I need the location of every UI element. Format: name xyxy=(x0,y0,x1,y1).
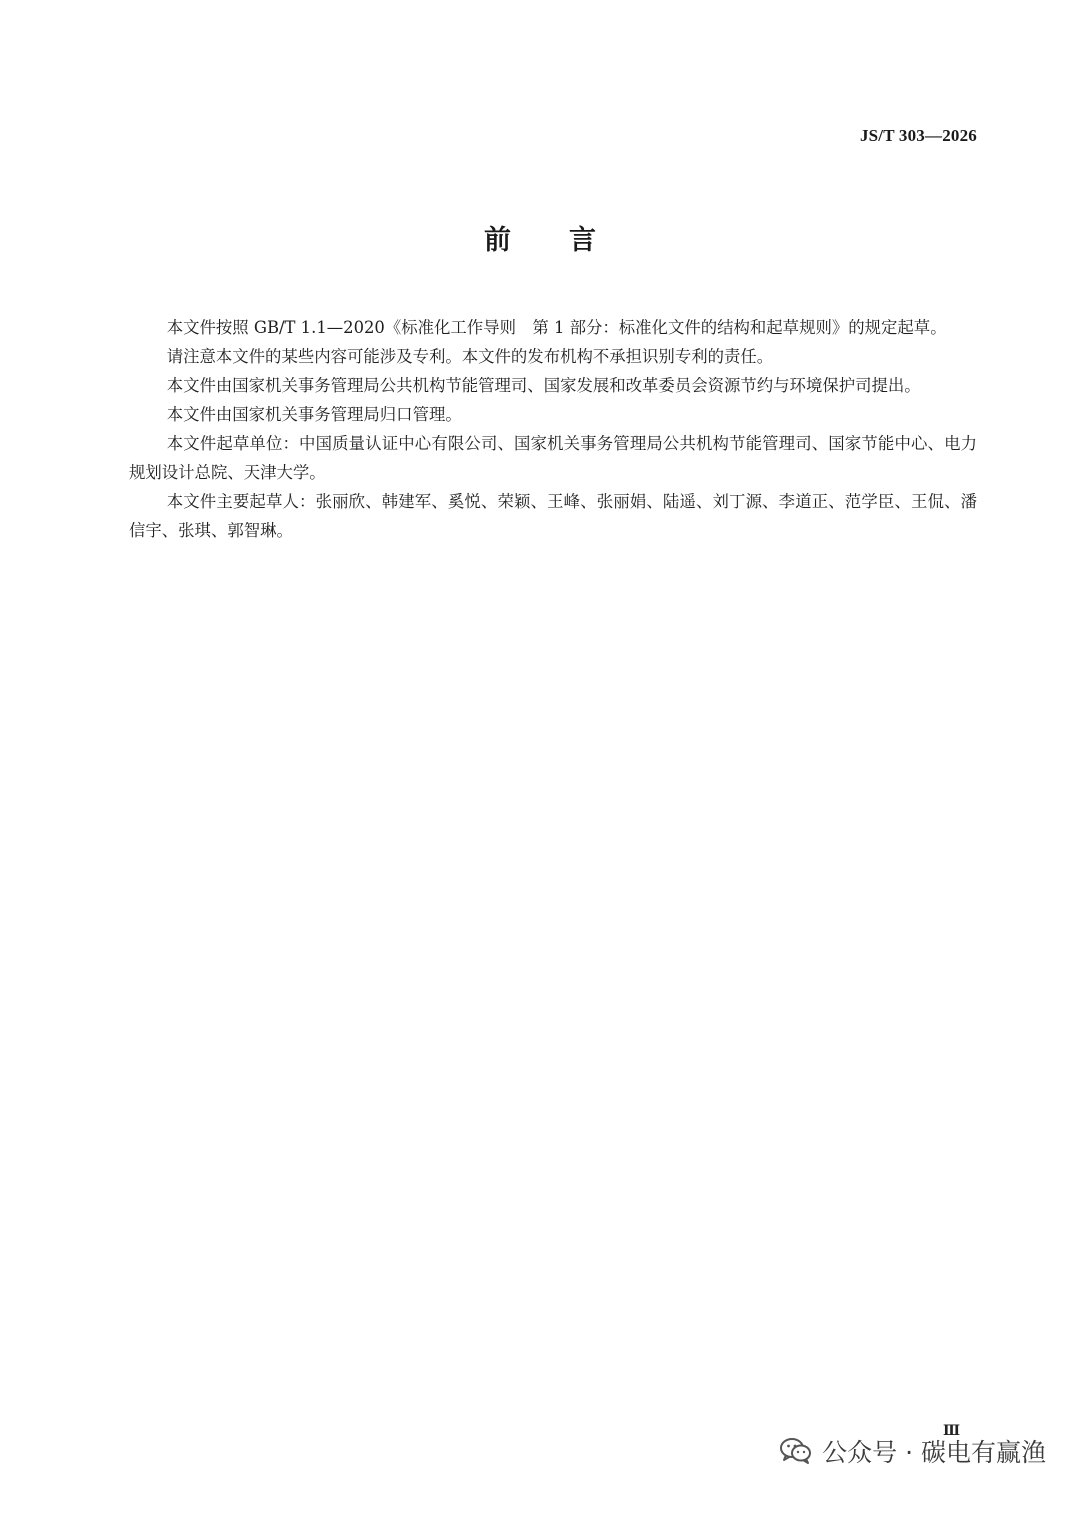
paragraph-drafting-units: 本文件起草单位：中国质量认证中心有限公司、国家机关事务管理局公共机构节能管理司、国家节能中心、电力规划设计总院、天津大学。 xyxy=(129,434,977,482)
title-char-1: 前 xyxy=(484,225,511,256)
watermark xyxy=(780,1433,1046,1469)
paragraph-drafters: 本文件主要起草人：张丽欣、韩建军、奚悦、荣颖、王峰、张丽娟、陆遥、刘丁源、李道正、范学臣、王侃、潘信宇、张琪、郭智琳。 xyxy=(129,492,977,540)
paragraph-proposer: 本文件由国家机关事务管理局公共机构节能管理司、国家发展和改革委员会资源节约与环境保护司提出。 xyxy=(166,376,921,395)
watermark-text: 公众号 · 碳电有赢渔 xyxy=(822,1438,1046,1467)
wechat-icon xyxy=(780,1437,812,1465)
paragraph-drafting-rule: 本文件按照 GB/T 1.1—2020《标准化工作导则 第 1 部分：标准化文件的结构和起草规则》的规定起草。 xyxy=(166,318,947,337)
page-title xyxy=(0,218,1080,257)
standard-code: JS/T 303—2026 xyxy=(859,126,977,145)
title-char-2: 言 xyxy=(569,225,596,256)
page-number: Ⅲ xyxy=(942,1424,960,1439)
paragraph-patent-notice: 请注意本文件的某些内容可能涉及专利。本文件的发布机构不承担识别专利的责任。 xyxy=(166,347,774,366)
foreword-body xyxy=(129,313,977,545)
paragraph-administration: 本文件由国家机关事务管理局归口管理。 xyxy=(166,405,462,424)
